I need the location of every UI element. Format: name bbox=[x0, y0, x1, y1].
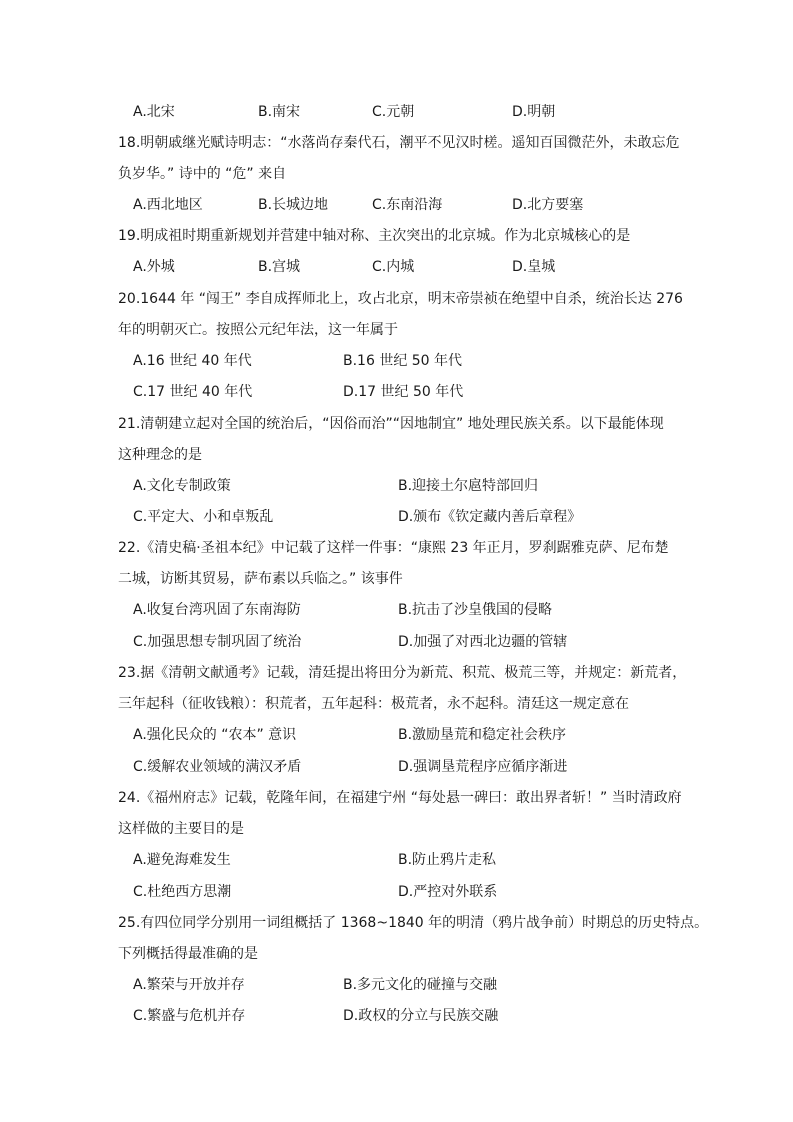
option-b: B.迎接土尔扈特部回归 bbox=[398, 478, 539, 494]
question-stem-cont: 二城，访断其贸易，萨布素以兵临之。” 该事件 bbox=[118, 571, 403, 587]
option-d: D.皇城 bbox=[512, 259, 556, 275]
question-stem-cont: 下列概括得最准确的是 bbox=[118, 946, 258, 962]
option-c: C.加强思想专制巩固了统治 bbox=[133, 634, 302, 650]
option-a: A.避免海难发生 bbox=[133, 852, 231, 868]
question-stem: 24.《福州府志》记载，乾隆年间，在福建宁州 “每处悬一碑曰：敢出界者斩！” 当时清政府 bbox=[118, 790, 682, 806]
option-c: C.17 世纪 40 年代 bbox=[133, 384, 253, 400]
option-d: D.加强了对西北边疆的管辖 bbox=[398, 634, 568, 650]
question-stem-cont: 三年起科（征收钱粮）：积荒者，五年起科：极荒者，永不起科。清廷这一规定意在 bbox=[118, 696, 629, 712]
option-b: B.防止鸦片走私 bbox=[398, 852, 497, 868]
option-a: A.文化专制政策 bbox=[133, 478, 231, 494]
option-b: B.宫城 bbox=[258, 259, 301, 275]
question-stem-cont: 负岁华。” 诗中的 “危” 来自 bbox=[118, 166, 287, 182]
question-stem: 18.明朝戚继光赋诗明志：“水落尚存秦代石，潮平不见汉时槎。遥知百国微茫外，未敢忘危 bbox=[118, 135, 680, 151]
question-stem: 20.1644 年 “闯王” 李自成挥师北上，攻占北京，明末帝崇祯在绝望中自杀，统治长达 276 bbox=[118, 291, 683, 307]
option-b: B.16 世纪 50 年代 bbox=[343, 353, 463, 369]
option-a: A.强化民众的 “农本” 意识 bbox=[133, 727, 297, 743]
option-a: A.北宋 bbox=[133, 104, 175, 120]
option-a: A.外城 bbox=[133, 259, 175, 275]
option-a: A.收复台湾巩固了东南海防 bbox=[133, 602, 301, 618]
option-d: D.颁布《钦定藏内善后章程》 bbox=[398, 509, 582, 525]
option-b: B.激励垦荒和稳定社会秩序 bbox=[398, 727, 567, 743]
option-c: C.东南沿海 bbox=[372, 197, 443, 213]
question-stem-cont: 年的明朝灭亡。按照公元纪年法，这一年属于 bbox=[118, 322, 398, 338]
option-c: C.杜绝西方思潮 bbox=[133, 884, 232, 900]
option-c: C.缓解农业领域的满汉矛盾 bbox=[133, 759, 302, 775]
option-d: D.北方要塞 bbox=[512, 197, 584, 213]
option-d: D.严控对外联系 bbox=[398, 884, 498, 900]
option-c: C.平定大、小和卓叛乱 bbox=[133, 509, 274, 525]
question-stem: 25.有四位同学分别用一词组概括了 1368~1840 年的明清（鸦片战争前）时期总的历史特点。 bbox=[118, 915, 709, 931]
question-stem: 19.明成祖时期重新规划并营建中轴对称、主次突出的北京城。作为北京城核心的是 bbox=[118, 228, 631, 244]
option-d: D.17 世纪 50 年代 bbox=[343, 384, 464, 400]
question-stem-cont: 这样做的主要目的是 bbox=[118, 821, 244, 837]
option-a: A.西北地区 bbox=[133, 197, 203, 213]
option-b: B.多元文化的碰撞与交融 bbox=[343, 977, 498, 993]
option-b: B.南宋 bbox=[258, 104, 301, 120]
option-d: D.强调垦荒程序应循序渐进 bbox=[398, 759, 568, 775]
question-stem: 22.《清史稿·圣祖本纪》中记载了这样一件事：“康熙 23 年正月，罗刹踞雅克萨、尼布楚 bbox=[118, 540, 669, 556]
option-b: B.抗击了沙皇俄国的侵略 bbox=[398, 602, 553, 618]
option-d: D.明朝 bbox=[512, 104, 556, 120]
option-a: A.16 世纪 40 年代 bbox=[133, 353, 252, 369]
question-stem: 23.据《清朝文献通考》记载，清廷提出将田分为新荒、积荒、极荒三等，并规定：新荒者， bbox=[118, 665, 687, 681]
option-a: A.繁荣与开放并存 bbox=[133, 977, 245, 993]
option-c: C.元朝 bbox=[372, 104, 415, 120]
option-c: C.内城 bbox=[372, 259, 415, 275]
question-stem-cont: 这种理念的是 bbox=[118, 447, 202, 463]
question-stem: 21.清朝建立起对全国的统治后，“因俗而治”“因地制宜” 地处理民族关系。以下最能体现 bbox=[118, 416, 664, 432]
option-c: C.繁盛与危机并存 bbox=[133, 1008, 246, 1024]
option-d: D.政权的分立与民族交融 bbox=[343, 1008, 499, 1024]
option-b: B.长城边地 bbox=[258, 197, 329, 213]
